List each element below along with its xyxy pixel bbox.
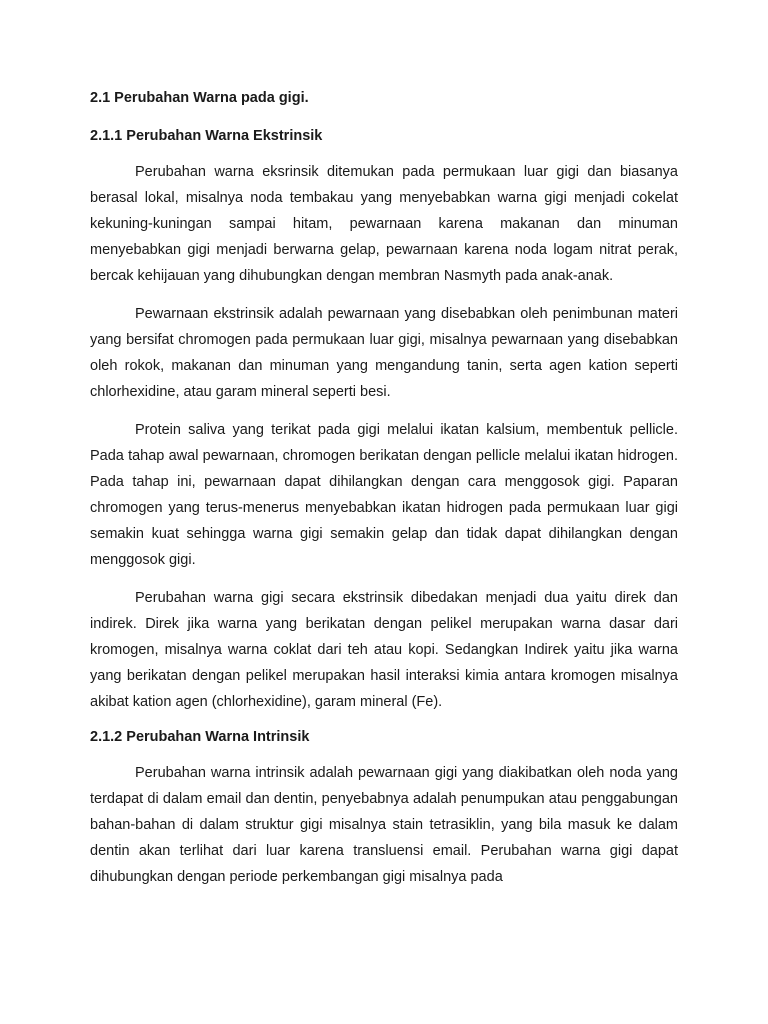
section-heading-2-1: 2.1 Perubahan Warna pada gigi. — [90, 90, 309, 106]
paragraph-intrinsic-1: Perubahan warna intrinsik adalah pewarnaan gigi yang diakibatkan oleh noda yang terdapat di dalam email dan dentin, penyebabnya adalah penumpukan atau penggabungan bahan-bahan di dalam struktur gigi misalnya stain tetrasiklin, yang bila masuk ke dalam dentin akan terlihat dari luar karena transluensi email. Perubahan warna gigi dapat dihubungkan dengan periode perkembangan gigi misalnya pada — [90, 765, 678, 885]
subsection-heading-2-1-1: 2.1.1 Perubahan Warna Ekstrinsik — [90, 128, 323, 144]
paragraph-extrinsic-1: Perubahan warna eksrinsik ditemukan pada permukaan luar gigi dan biasanya berasal lokal, misalnya noda tembakau yang menyebabkan warna gigi menjadi cokelat kekuning-kuningan sampai hitam, pewarnaan karena makanan dan minuman menyebabkan gigi menjadi berwarna gelap, pewarnaan karena noda logam nitrat perak, bercak kehijauan yang dihubungkan dengan membran Nasmyth pada anak-anak. — [90, 164, 678, 284]
subsection-heading-2-1-2: 2.1.2 Perubahan Warna Intrinsik — [90, 729, 310, 745]
paragraph-extrinsic-2: Pewarnaan ekstrinsik adalah pewarnaan yang disebabkan oleh penimbunan materi yang bersifat chromogen pada permukaan luar gigi, misalnya pewarnaan yang disebabkan oleh rokok, makanan dan minuman yang mengandung tanin, serta agen kation seperti chlorhexidine, atau garam mineral seperti besi. — [90, 306, 678, 400]
paragraph-extrinsic-3: Protein saliva yang terikat pada gigi melalui ikatan kalsium, membentuk pellicle. Pada tahap awal pewarnaan, chromogen berikatan dengan pellicle melalui ikatan hidrogen. Pada tahap ini, pewarnaan dapat dihilangkan dengan cara menggosok gigi. Paparan chromogen yang terus-menerus menyebabkan ikatan hidrogen pada permukaan luar gigi semakin kuat sehingga warna gigi semakin gelap dan tidak dapat dihilangkan dengan menggosok gigi. — [90, 422, 678, 568]
document-page — [90, 88, 678, 902]
paragraph-extrinsic-4: Perubahan warna gigi secara ekstrinsik dibedakan menjadi dua yaitu direk dan indirek. Direk jika warna yang berikatan dengan pelikel merupakan warna dasar dari kromogen, misalnya warna coklat dari teh atau kopi. Sedangkan Indirek yaitu jika warna yang berikatan dengan pelikel merupakan hasil interaksi kimia antara kromogen misalnya akibat kation agen (chlorhexidine), garam mineral (Fe). — [90, 590, 678, 710]
